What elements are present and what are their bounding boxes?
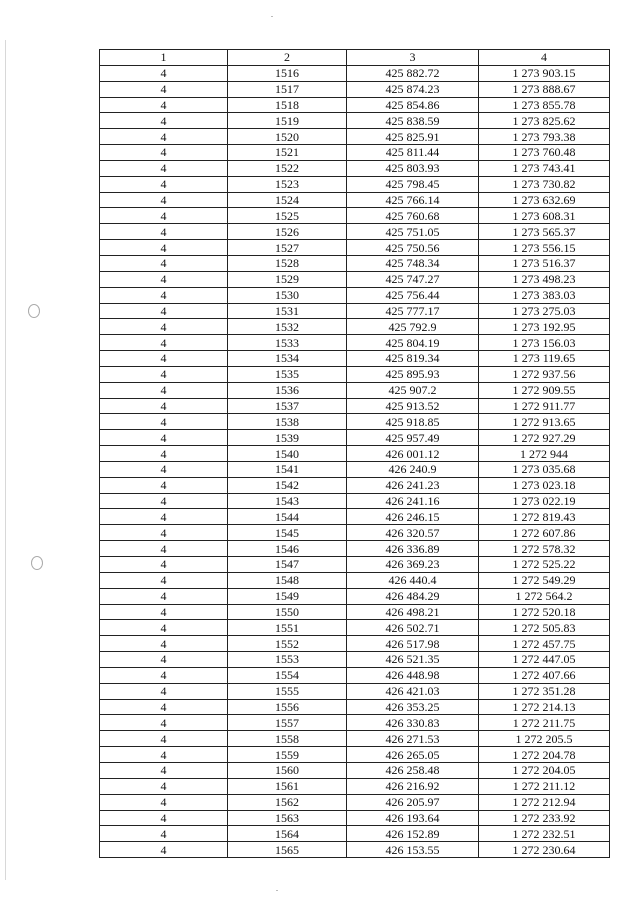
table-cell: 1 273 760.48 (479, 145, 610, 161)
table-cell: 1550 (228, 604, 347, 620)
table-cell: 425 819.34 (347, 351, 479, 367)
table-cell: 1521 (228, 145, 347, 161)
table-cell: 1 272 505.83 (479, 620, 610, 636)
table-cell: 1548 (228, 572, 347, 588)
table-cell: 4 (100, 65, 228, 81)
table-cell: 1 272 911.77 (479, 398, 610, 414)
table-cell: 1 272 232.51 (479, 826, 610, 842)
table-cell: 1 272 230.64 (479, 842, 610, 858)
table-cell: 1 272 447.05 (479, 652, 610, 668)
column-header: 4 (479, 50, 610, 66)
table-cell: 1549 (228, 588, 347, 604)
table-cell: 426 153.55 (347, 842, 479, 858)
table-cell: 1 272 927.29 (479, 430, 610, 446)
table-row (100, 747, 610, 763)
table-row (100, 446, 610, 462)
table-cell: 1 273 565.37 (479, 224, 610, 240)
table-cell: 1518 (228, 97, 347, 113)
table-cell: 1 273 556.15 (479, 240, 610, 256)
table-cell: 426 353.25 (347, 699, 479, 715)
table-cell: 425 838.59 (347, 113, 479, 129)
table-cell: 1556 (228, 699, 347, 715)
column-header: 3 (347, 50, 479, 66)
table-cell: 1 273 119.65 (479, 351, 610, 367)
table-cell: 1 273 192.95 (479, 319, 610, 335)
table-cell: 1 273 730.82 (479, 176, 610, 192)
table-cell: 426 330.83 (347, 715, 479, 731)
table-row (100, 208, 610, 224)
table-cell: 4 (100, 255, 228, 271)
table-row (100, 731, 610, 747)
table-cell: 4 (100, 762, 228, 778)
table-cell: 4 (100, 192, 228, 208)
table-row (100, 398, 610, 414)
table-cell: 426 246.15 (347, 509, 479, 525)
table-row (100, 604, 610, 620)
table-cell: 4 (100, 652, 228, 668)
table-cell: 425 777.17 (347, 303, 479, 319)
table-cell: 426 369.23 (347, 557, 479, 573)
table-cell: 4 (100, 129, 228, 145)
table-cell: 1 273 156.03 (479, 335, 610, 351)
table-row (100, 192, 610, 208)
table-cell: 1 272 578.32 (479, 541, 610, 557)
table-cell: 1555 (228, 683, 347, 699)
table-cell: 425 825.91 (347, 129, 479, 145)
table-cell: 426 152.89 (347, 826, 479, 842)
table-row (100, 794, 610, 810)
table-cell: 1524 (228, 192, 347, 208)
table-cell: 4 (100, 588, 228, 604)
table-cell: 426 205.97 (347, 794, 479, 810)
table-cell: 4 (100, 224, 228, 240)
table-row (100, 810, 610, 826)
table-cell: 1 272 204.05 (479, 762, 610, 778)
table-cell: 425 760.68 (347, 208, 479, 224)
table-cell: 1 272 525.22 (479, 557, 610, 573)
table-cell: 1540 (228, 446, 347, 462)
table-row (100, 255, 610, 271)
table-body (100, 65, 610, 857)
table-cell: 1 272 407.66 (479, 667, 610, 683)
table-cell: 4 (100, 572, 228, 588)
table-row (100, 699, 610, 715)
table-cell: 1527 (228, 240, 347, 256)
table-cell: 1529 (228, 271, 347, 287)
table-cell: 1559 (228, 747, 347, 763)
table-cell: 426 193.64 (347, 810, 479, 826)
table-cell: 1534 (228, 351, 347, 367)
table-row (100, 113, 610, 129)
table-cell: 1 272 351.28 (479, 683, 610, 699)
table-row (100, 636, 610, 652)
table-cell: 1552 (228, 636, 347, 652)
table-cell: 1564 (228, 826, 347, 842)
table-row (100, 715, 610, 731)
table-cell: 1537 (228, 398, 347, 414)
table-cell: 1542 (228, 477, 347, 493)
table-row (100, 414, 610, 430)
table-cell: 426 521.35 (347, 652, 479, 668)
table-cell: 425 913.52 (347, 398, 479, 414)
table-row (100, 509, 610, 525)
table-cell: 425 804.19 (347, 335, 479, 351)
table-cell: 1 272 937.56 (479, 366, 610, 382)
table-row (100, 541, 610, 557)
table-cell: 1553 (228, 652, 347, 668)
table-row (100, 477, 610, 493)
column-header: 1 (100, 50, 228, 66)
table-cell: 4 (100, 113, 228, 129)
table-cell: 1 273 825.62 (479, 113, 610, 129)
table-cell: 4 (100, 351, 228, 367)
table-cell: 1 273 022.19 (479, 493, 610, 509)
table-row (100, 493, 610, 509)
table-cell: 4 (100, 747, 228, 763)
table-cell: 426 241.16 (347, 493, 479, 509)
table-row (100, 826, 610, 842)
table-cell: 1557 (228, 715, 347, 731)
table-cell: 4 (100, 699, 228, 715)
table-cell: 425 907.2 (347, 382, 479, 398)
table-row (100, 588, 610, 604)
table-cell: 4 (100, 477, 228, 493)
table-row (100, 366, 610, 382)
table-cell: 4 (100, 461, 228, 477)
table-cell: 426 271.53 (347, 731, 479, 747)
table-cell: 4 (100, 176, 228, 192)
table-row (100, 65, 610, 81)
table-cell: 1 272 564.2 (479, 588, 610, 604)
table-cell: 4 (100, 731, 228, 747)
table-cell: 425 792.9 (347, 319, 479, 335)
table-row (100, 652, 610, 668)
table-cell: 426 216.92 (347, 778, 479, 794)
table-cell: 4 (100, 604, 228, 620)
table-cell: 4 (100, 414, 228, 430)
table-cell: 4 (100, 366, 228, 382)
table-cell: 1 273 888.67 (479, 81, 610, 97)
table-cell: 1 273 855.78 (479, 97, 610, 113)
table-row (100, 351, 610, 367)
scan-speck (271, 16, 273, 17)
table-row (100, 525, 610, 541)
table-cell: 425 874.23 (347, 81, 479, 97)
table-cell: 4 (100, 509, 228, 525)
scan-edge-line (5, 40, 6, 880)
table-cell: 425 750.56 (347, 240, 479, 256)
table-cell: 426 265.05 (347, 747, 479, 763)
table-cell: 4 (100, 794, 228, 810)
table-cell: 4 (100, 97, 228, 113)
table-cell: 1563 (228, 810, 347, 826)
table-cell: 1539 (228, 430, 347, 446)
table-cell: 1533 (228, 335, 347, 351)
table-cell: 1 272 819.43 (479, 509, 610, 525)
table-cell: 1 273 608.31 (479, 208, 610, 224)
table-cell: 1 273 793.38 (479, 129, 610, 145)
table-cell: 1525 (228, 208, 347, 224)
table-cell: 4 (100, 319, 228, 335)
table-cell: 1 272 211.75 (479, 715, 610, 731)
table-cell: 1 273 498.23 (479, 271, 610, 287)
table-cell: 1526 (228, 224, 347, 240)
table-cell: 1 272 909.55 (479, 382, 610, 398)
table-cell: 1546 (228, 541, 347, 557)
table-cell: 1517 (228, 81, 347, 97)
table-cell: 4 (100, 620, 228, 636)
table-cell: 1543 (228, 493, 347, 509)
table-row (100, 620, 610, 636)
table-cell: 1551 (228, 620, 347, 636)
table-cell: 426 320.57 (347, 525, 479, 541)
table-header-row (100, 50, 610, 66)
table-cell: 4 (100, 778, 228, 794)
table-cell: 4 (100, 810, 228, 826)
table-cell: 1520 (228, 129, 347, 145)
table-cell: 1547 (228, 557, 347, 573)
table-cell: 425 895.93 (347, 366, 479, 382)
table-cell: 4 (100, 335, 228, 351)
table-cell: 1 273 035.68 (479, 461, 610, 477)
table-cell: 426 484.29 (347, 588, 479, 604)
table-row (100, 762, 610, 778)
table-row (100, 160, 610, 176)
table-cell: 4 (100, 382, 228, 398)
table-cell: 1531 (228, 303, 347, 319)
table-cell: 1 273 275.03 (479, 303, 610, 319)
table-cell: 4 (100, 160, 228, 176)
table-cell: 1 273 632.69 (479, 192, 610, 208)
table-row (100, 430, 610, 446)
table-cell: 4 (100, 826, 228, 842)
table-cell: 1561 (228, 778, 347, 794)
table-row (100, 557, 610, 573)
punch-hole (28, 304, 40, 318)
table-cell: 425 748.34 (347, 255, 479, 271)
punch-hole (31, 556, 43, 570)
table-cell: 426 240.9 (347, 461, 479, 477)
column-header: 2 (228, 50, 347, 66)
table-row (100, 129, 610, 145)
table-cell: 425 766.14 (347, 192, 479, 208)
table-cell: 1536 (228, 382, 347, 398)
table-cell: 1516 (228, 65, 347, 81)
table-row (100, 271, 610, 287)
table-cell: 425 918.85 (347, 414, 479, 430)
table-cell: 426 498.21 (347, 604, 479, 620)
table-row (100, 319, 610, 335)
coordinates-table (99, 49, 610, 858)
table-cell: 4 (100, 208, 228, 224)
table-cell: 1 273 383.03 (479, 287, 610, 303)
table-cell: 1 273 903.15 (479, 65, 610, 81)
table-cell: 1535 (228, 366, 347, 382)
table-cell: 4 (100, 557, 228, 573)
table-row (100, 335, 610, 351)
table-cell: 1519 (228, 113, 347, 129)
table-cell: 425 811.44 (347, 145, 479, 161)
table-cell: 1528 (228, 255, 347, 271)
table-cell: 1 272 549.29 (479, 572, 610, 588)
table-cell: 1544 (228, 509, 347, 525)
table-row (100, 224, 610, 240)
table-cell: 426 502.71 (347, 620, 479, 636)
table-cell: 1 272 204.78 (479, 747, 610, 763)
table-cell: 1 272 607.86 (479, 525, 610, 541)
table-cell: 426 448.98 (347, 667, 479, 683)
table-row (100, 461, 610, 477)
table-cell: 1 272 457.75 (479, 636, 610, 652)
table-row (100, 97, 610, 113)
table-cell: 425 798.45 (347, 176, 479, 192)
table-cell: 1 273 743.41 (479, 160, 610, 176)
table-cell: 4 (100, 145, 228, 161)
table-cell: 1 272 214.13 (479, 699, 610, 715)
table-cell: 4 (100, 398, 228, 414)
table-cell: 1562 (228, 794, 347, 810)
table-row (100, 240, 610, 256)
table-cell: 1523 (228, 176, 347, 192)
table-cell: 425 756.44 (347, 287, 479, 303)
table-row (100, 778, 610, 794)
table-cell: 1 272 913.65 (479, 414, 610, 430)
table-cell: 4 (100, 493, 228, 509)
table-cell: 426 258.48 (347, 762, 479, 778)
table-cell: 4 (100, 287, 228, 303)
table-cell: 425 747.27 (347, 271, 479, 287)
table-cell: 4 (100, 271, 228, 287)
table-cell: 4 (100, 683, 228, 699)
table-cell: 4 (100, 81, 228, 97)
table-cell: 4 (100, 541, 228, 557)
table-cell: 1545 (228, 525, 347, 541)
table-cell: 4 (100, 842, 228, 858)
table-cell: 1 272 205.5 (479, 731, 610, 747)
table-row (100, 145, 610, 161)
table-cell: 1530 (228, 287, 347, 303)
table-cell: 426 001.12 (347, 446, 479, 462)
table-cell: 1541 (228, 461, 347, 477)
table-cell: 425 854.86 (347, 97, 479, 113)
table-cell: 4 (100, 240, 228, 256)
table-cell: 4 (100, 446, 228, 462)
table-cell: 1 272 212.94 (479, 794, 610, 810)
table-cell: 425 957.49 (347, 430, 479, 446)
table-cell: 1 272 233.92 (479, 810, 610, 826)
table-row (100, 382, 610, 398)
table-cell: 4 (100, 715, 228, 731)
table-cell: 1 272 944 (479, 446, 610, 462)
table-cell: 426 241.23 (347, 477, 479, 493)
table-cell: 1 273 023.18 (479, 477, 610, 493)
table-row (100, 683, 610, 699)
table-cell: 1554 (228, 667, 347, 683)
table-cell: 426 440.4 (347, 572, 479, 588)
table-cell: 426 336.89 (347, 541, 479, 557)
table-cell: 426 421.03 (347, 683, 479, 699)
table-row (100, 81, 610, 97)
table-cell: 1558 (228, 731, 347, 747)
table-cell: 1538 (228, 414, 347, 430)
table-cell: 4 (100, 667, 228, 683)
table-cell: 426 517.98 (347, 636, 479, 652)
table-cell: 1560 (228, 762, 347, 778)
table-cell: 425 803.93 (347, 160, 479, 176)
table-row (100, 572, 610, 588)
scan-speck (276, 890, 278, 891)
table-row (100, 287, 610, 303)
table-cell: 4 (100, 636, 228, 652)
table-cell: 4 (100, 430, 228, 446)
table-cell: 4 (100, 525, 228, 541)
table-cell: 4 (100, 303, 228, 319)
table-row (100, 667, 610, 683)
table-cell: 1522 (228, 160, 347, 176)
table-row (100, 842, 610, 858)
table-cell: 1 272 520.18 (479, 604, 610, 620)
table-cell: 425 751.05 (347, 224, 479, 240)
table-cell: 1 273 516.37 (479, 255, 610, 271)
table-row (100, 303, 610, 319)
table-cell: 1532 (228, 319, 347, 335)
table-cell: 1 272 211.12 (479, 778, 610, 794)
table-cell: 425 882.72 (347, 65, 479, 81)
table-cell: 1565 (228, 842, 347, 858)
table-row (100, 176, 610, 192)
